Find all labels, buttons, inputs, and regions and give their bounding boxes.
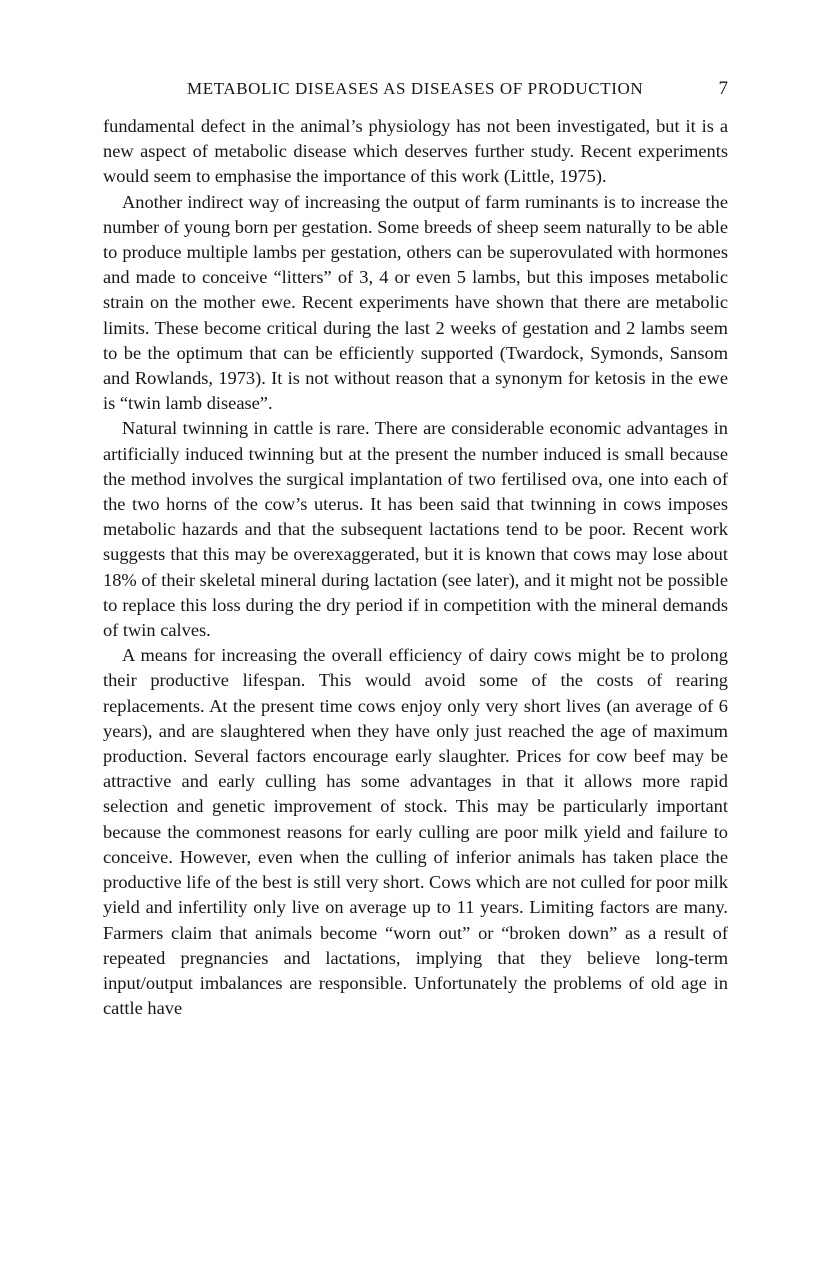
- paragraph-twin-lambs: Another indirect way of increasing the output of farm ruminants is to increase the number of young born per gestation. Some breeds of sheep seem naturally to be able to produce multiple lambs per gestation, others can be superovulated with hormones and made to conceive “litters” of 3, 4 or even 5 lambs, but this imposes metabolic strain on the mother ewe. Recent experiments have shown that there are metabolic limits. These become critical during the last 2 weeks of gestation and 2 lambs seem to be the optimum that can be efficiently supported (Twardock, Symonds, Sansom and Rowlands, 1973). It is not without reason that a synonym for ketosis in the ewe is “twin lamb disease”.: [103, 191, 728, 414]
- paragraph-cattle-twinning: Natural twinning in cattle is rare. There are considerable economic advantages in artificially induced twinning but at the present the number induced is small because the method involves the surgical implantation of two fertilised ova, one into each of the two horns of the cow’s uterus. It has been said that twinning in cows imposes metabolic hazards and that the subsequent lactations tend to be poor. Recent work suggests that this may be overexaggerated, but it is known that cows may lose about 18% of their skeletal mineral during lactation (see later), and it might not be possible to replace this loss during the dry period if in competition with the mineral demands of twin calves.: [103, 418, 728, 641]
- body-text: [103, 114, 728, 1021]
- page-number: 7: [718, 78, 728, 99]
- running-title: METABOLIC DISEASES AS DISEASES OF PRODUCTION: [187, 79, 644, 98]
- paragraph-productive-lifespan: A means for increasing the overall efficiency of dairy cows might be to prolong their productive lifespan. This would avoid some of the costs of rearing replacements. At the present time cows enjoy only very short lives (an average of 6 years), and are slaughtered when they have only just reached the age of maximum production. Several factors encourage early slaughter. Prices for cow beef may be attractive and early culling has some advantages in that it allows more rapid selection and genetic improvement of stock. This may be particularly important because the commonest reasons for early culling are poor milk yield and failure to conceive. However, even when the culling of inferior animals has taken place the productive life of the best is still very short. Cows which are not culled for poor milk yield and infertility only live on average up to 11 years. Limiting factors are many. Farmers claim that animals become “worn out” or “broken down” as a result of repeated pregnancies and lactations, implying that they believe long-term input/output imbalances are responsible. Unfortunately the problems of old age in cattle have: [103, 645, 728, 1019]
- paragraph-continuation: fundamental defect in the animal’s physiology has not been investigated, but it is a new aspect of metabolic disease which deserves further study. Recent experiments would seem to emphasise the importance of this work (Little, 1975).: [103, 116, 728, 187]
- running-head: [103, 74, 728, 104]
